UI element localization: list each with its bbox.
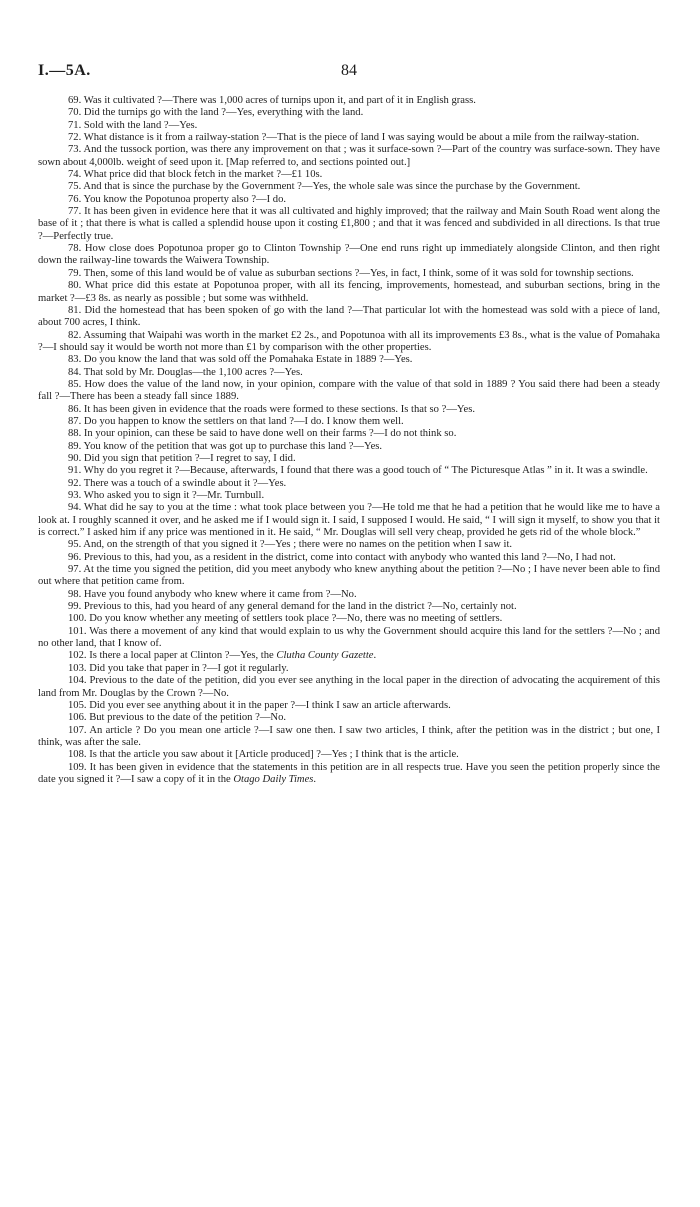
page-header — [38, 62, 660, 82]
question-answer: 93. Who asked you to sign it ?—Mr. Turnbull. — [68, 490, 265, 501]
evidence-body — [38, 95, 660, 786]
question-answer: 91. Why do you regret it ?—Because, afterwards, I found that there was a good touch of “ The Picturesque Atlas ” in it. It was a swindle. — [68, 465, 648, 477]
question-answer: 74. What price did that block fetch in the market ?—£1 10s. — [68, 169, 323, 181]
question-answer: 90. Did you sign that petition ?—I regret to say, I did. — [68, 452, 296, 464]
question-answer: 77. It has been given in evidence here that it was all cultivated and highly improved; that the railway and Main South Road went along the base of it ; that there is what is called a splendid house upon it costing £1,800 ; and that it was fenced and subdivided in all directions. Is that true ?—Perfectly true. — [38, 206, 660, 242]
question-answer: 96. Previous to this, had you, as a resident in the district, come into contact with anybody who wanted this land ?—No, I had not. — [68, 551, 616, 563]
question-answer: 108. Is that the article you saw about it [Article produced] ?—Yes ; I think that is the article. — [68, 749, 459, 761]
question-answer: 73. And the tussock portion, was there any improvement on that ; was it surface-sown ?—Part of the country was surface-sown. They have sown about 4,000lb. weight of seed upon it. [Map referred to, and sections pointed out.] — [38, 144, 660, 168]
question-answer: 80. What price did this estate at Popotunoa proper, with all its fencing, improvements, homestead, and suburban sections, bring in the market ?—£3 8s. as nearly as possible ; but some was withheld. — [38, 280, 660, 304]
question-answer: 100. Do you know whether any meeting of settlers took place ?—No, there was no meeting of settlers. — [68, 613, 503, 625]
document-reference: I.—5A. — [38, 62, 91, 79]
question-answer: 105. Did you ever see anything about it in the paper ?—I think I saw an article afterwards. — [68, 699, 451, 711]
question-answer: 69. Was it cultivated ?—There was 1,000 acres of turnips upon it, and part of it in English grass. — [68, 95, 476, 106]
newspaper-title: Otago Daily Times — [233, 773, 314, 785]
question-answer: 101. Was there a movement of any kind that would explain to us why the Government should acquire this land for the settlers ?—No ; and no other land, that I know of. — [38, 625, 660, 650]
question-answer: 72. What distance is it from a railway-station ?—That is the piece of land I was saying would be about a mile from the railway-station. — [68, 132, 640, 144]
question-answer: 94. What did he say to you at the time : what took place between you ?—He told me that he had a petition that he would like me to have a look at. I roughly scanned it over, and he asked me if I would sign it. I said, I supposed I would. He said, “ I will sign it myself, to show you that it is correct.” I asked him if any price was mentioned in it. He said, “ Mr. Douglas will sell very cheap, provided he gets rid of the whole block.” — [38, 502, 660, 539]
question-answer: 95. And, on the strength of that you signed it ?—Yes ; there were no names on the petition when I saw it. — [68, 539, 513, 551]
question-answer: 76. You know the Popotunoa property also ?—I do. — [68, 193, 287, 205]
newspaper-title: Clutha County Gazette — [276, 650, 374, 662]
question-answer: 86. It has been given in evidence that the roads were formed to these sections. Is that so ?—Yes. — [68, 403, 475, 415]
question-answer: 81. Did the homestead that has been spoken of go with the land ?—That particular lot with the homestead was sold with a piece of land, about 700 acres, I think. — [38, 304, 660, 329]
question-answer: 82. Assuming that Waipahi was worth in the market £2 2s., and Popotunoa with all its improvements £3 8s., what is the value of Pomahaka ?—I should say it would be worth not more than £1 by comparison with the other properties. — [38, 329, 660, 353]
question-answer: 87. Do you happen to know the settlers on that land ?—I do. I know them well. — [68, 415, 404, 427]
question-answer: 102. Is there a local paper at Clinton ?—Yes, the Clutha County Gazette. — [68, 650, 377, 662]
question-answer: 78. How close does Popotunoa proper go to Clinton Township ?—One end runs right up immediately alongside Clinton, and then right down the railway-line towards the Waiwera Township. — [38, 243, 660, 267]
question-answer: 71. Sold with the land ?—Yes. — [68, 119, 198, 131]
page-number: 84 — [341, 62, 357, 79]
question-answer: 70. Did the turnips go with the land ?—Yes, everything with the land. — [68, 107, 364, 119]
question-answer: 106. But previous to the date of the petition ?—No. — [68, 712, 287, 724]
question-answer: 104. Previous to the date of the petition, did you ever see anything in the local paper in the direction of advocating the acquirement of this land from Mr. Douglas by the Crown ?—No. — [38, 675, 660, 699]
question-answer: 99. Previous to this, had you heard of any general demand for the land in the district ?—No, certainly not. — [68, 601, 517, 613]
question-answer: 107. An article ? Do you mean one article ?—I saw one then. I saw two articles, I think, after the petition was in the district ; but one, I think, was after the sale. — [38, 724, 660, 748]
question-answer: 109. It has been given in evidence that the statements in this petition are in all respects true. Have you seen the petition properly since the date you signed it ?—I saw a copy of it in the Otago Daily Times. — [38, 761, 660, 785]
question-answer: 92. There was a touch of a swindle about it ?—Yes. — [68, 477, 287, 489]
question-answer: 97. At the time you signed the petition, did you meet anybody who knew anything about the petition ?—No ; I have never been able to find out where that petition came from. — [38, 564, 660, 588]
question-answer: 88. In your opinion, can these be said to have done well on their farms ?—I do not think so. — [68, 428, 457, 440]
question-answer: 79. Then, some of this land would be of value as suburban sections ?—Yes, in fact, I think, some of it was sold for township sections. — [68, 267, 634, 279]
question-answer: 89. You know of the petition that was got up to purchase this land ?—Yes. — [68, 440, 383, 452]
question-answer: 84. That sold by Mr. Douglas—the 1,100 acres ?—Yes. — [68, 366, 303, 378]
question-answer: 75. And that is since the purchase by the Government ?—Yes, the whole sale was since the purchase by the Government. — [68, 181, 581, 193]
question-answer: 85. How does the value of the land now, in your opinion, compare with the value of that sold in 1889 ? You said there had been a steady fall ?—There has been a steady fall since 1889. — [38, 378, 660, 403]
question-answer: 83. Do you know the land that was sold off the Pomahaka Estate in 1889 ?—Yes. — [68, 354, 413, 366]
question-answer: 103. Did you take that paper in ?—I got it regularly. — [68, 662, 289, 674]
question-answer: 98. Have you found anybody who knew where it came from ?—No. — [68, 588, 357, 600]
